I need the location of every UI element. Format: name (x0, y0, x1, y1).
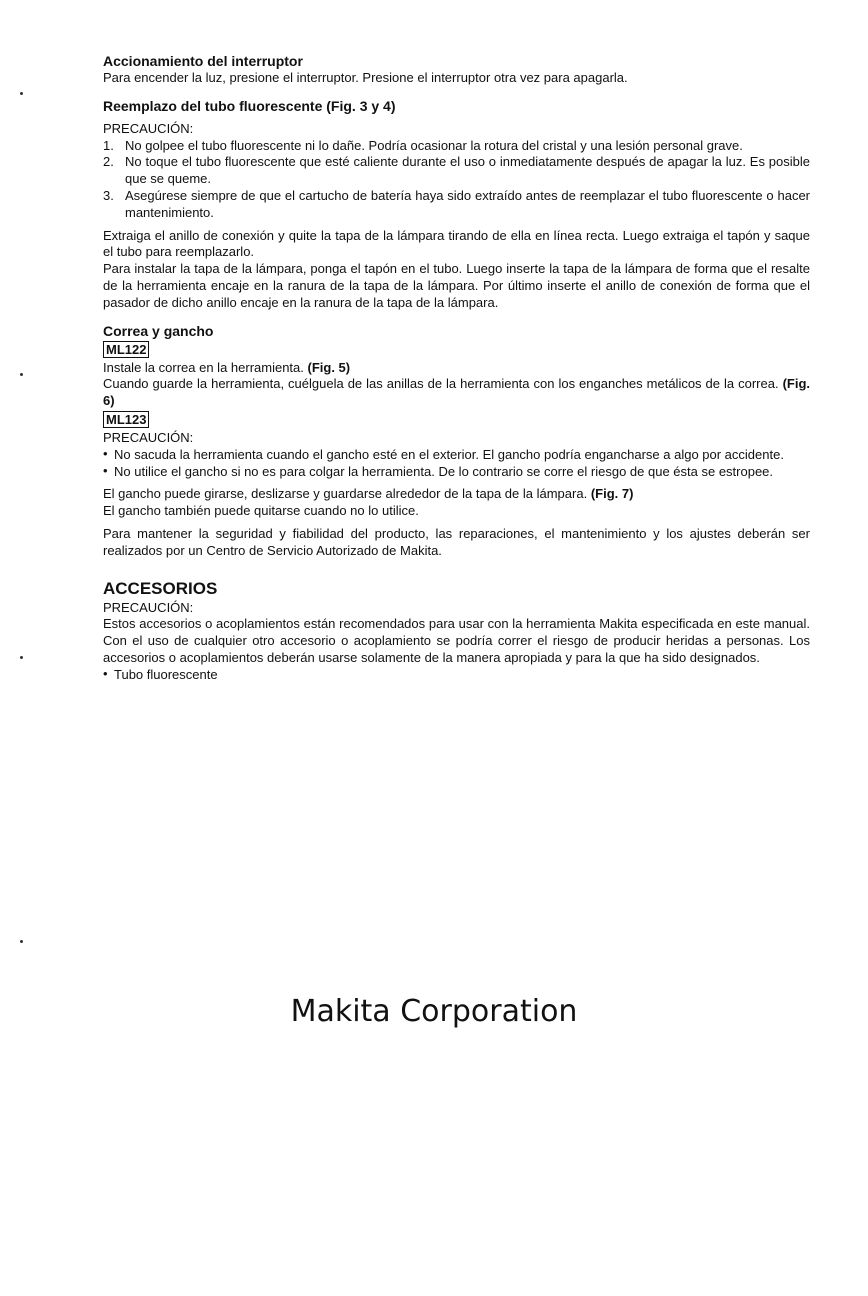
item-text: No toque el tubo fluorescente que esté caliente durante el uso o inmediatamente después de apagar la luz. Es posible que se queme. (125, 154, 810, 187)
accessories-text: Estos accesorios o acoplamientos están recomendados para usar con la herramienta Makita especificada en este manual. Con el uso de cualquier otro accesorio o acoplamiento se podría correr el riesgo de producir heridas a personas. Los accesorios o acoplamientos deberán usarse solamente de la manera apropiada y para la que ha sido designados. (103, 616, 810, 665)
safety-text: Para mantener la seguridad y fiabilidad del producto, las reparaciones, el mantenimiento y los ajustes deberán ser realizados por un Centro de Servicio Autorizado de Makita. (103, 525, 810, 558)
caution-label: PRECAUCIÓN: (103, 429, 194, 445)
accessories-list (103, 667, 810, 684)
replace-tube-heading: Reemplazo del tubo fluorescente (Fig. 3 y 4) (103, 97, 396, 114)
item-text: No golpee el tubo fluorescente ni lo dañe. Podría ocasionar la rotura del cristal y una lesión personal grave. (125, 137, 743, 153)
caution-item (103, 188, 810, 222)
scan-mark (20, 373, 23, 376)
company-name: Makita Corporation (290, 994, 578, 1029)
hook-caution-list (103, 447, 810, 481)
item-number: 3. (103, 187, 114, 203)
manual-page (103, 52, 810, 684)
caution-item (103, 154, 810, 188)
item-text: Asegúrese siempre de que el cartucho de batería haya sido extraído antes de reemplazar el tubo fluorescente o hacer mantenimiento. (125, 187, 810, 220)
model-badge-ml122: ML122 (103, 341, 149, 358)
model-label-row (103, 340, 810, 360)
bullet-item: • No sacuda la herramienta cuando el gancho esté en el exterior. El gancho podría engancharse a algo por accidente. (103, 447, 810, 464)
accessories-heading: ACCESORIOS (103, 578, 218, 598)
item-number: 2. (103, 154, 114, 170)
strap-install-text (103, 360, 810, 377)
fig-ref: (Fig. 7) (590, 486, 634, 502)
remove-paragraph: Extraiga el anillo de conexión y quite la tapa de la lámpara tirando de ella en línea recta. Luego extraiga el tapón y saque el tubo para reemplazarlo. (103, 227, 810, 260)
scan-mark (20, 92, 23, 95)
model-label-row (103, 410, 810, 430)
hook-rotate-line: El gancho puede girarse, deslizarse y guardarse alrededor de la tapa de la lámpara. (103, 486, 588, 502)
switch-heading: Accionamiento del interruptor (103, 53, 303, 69)
caution-item (103, 138, 810, 155)
caution-label: PRECAUCIÓN: (103, 120, 194, 136)
hook-rotate-text (103, 486, 810, 503)
caution-list (103, 138, 810, 222)
scan-mark (20, 940, 23, 943)
fig-ref: (Fig. 6) (103, 376, 810, 409)
item-number: 1. (103, 137, 114, 153)
model-badge-ml123: ML123 (103, 411, 149, 428)
strap-install-line: Instale la correa en la herramienta. (103, 359, 304, 375)
install-paragraph: Para instalar la tapa de la lámpara, ponga el tapón en el tubo. Luego inserte la tapa de la lámpara de forma que el resalte de la herramienta encaje en la ranura de la tapa de la lámpara. Por último inserte el anillo de conexión de forma que el pasador de dicho anillo encaje en la ranura de la tapa de la lámpara. (103, 261, 810, 310)
scan-mark (20, 656, 23, 659)
bullet-item: • No utilice el gancho si no es para colgar la herramienta. De lo contrario se corre el riesgo de que ésta se estropee. (103, 464, 810, 481)
switch-text: Para encender la luz, presione el interruptor. Presione el interruptor otra vez para apagarla. (103, 70, 628, 85)
strap-store-text (103, 376, 810, 410)
caution-label: PRECAUCIÓN: (103, 599, 194, 615)
bullet-item: • Tubo fluorescente (103, 667, 810, 684)
strap-heading: Correa y gancho (103, 322, 214, 339)
fig-ref: (Fig. 5) (307, 359, 351, 375)
hook-remove-text: El gancho también puede quitarse cuando no lo utilice. (103, 503, 419, 519)
strap-store-line: Cuando guarde la herramienta, cuélguela de las anillas de la herramienta con los enganches metálicos de la correa. (103, 376, 779, 392)
